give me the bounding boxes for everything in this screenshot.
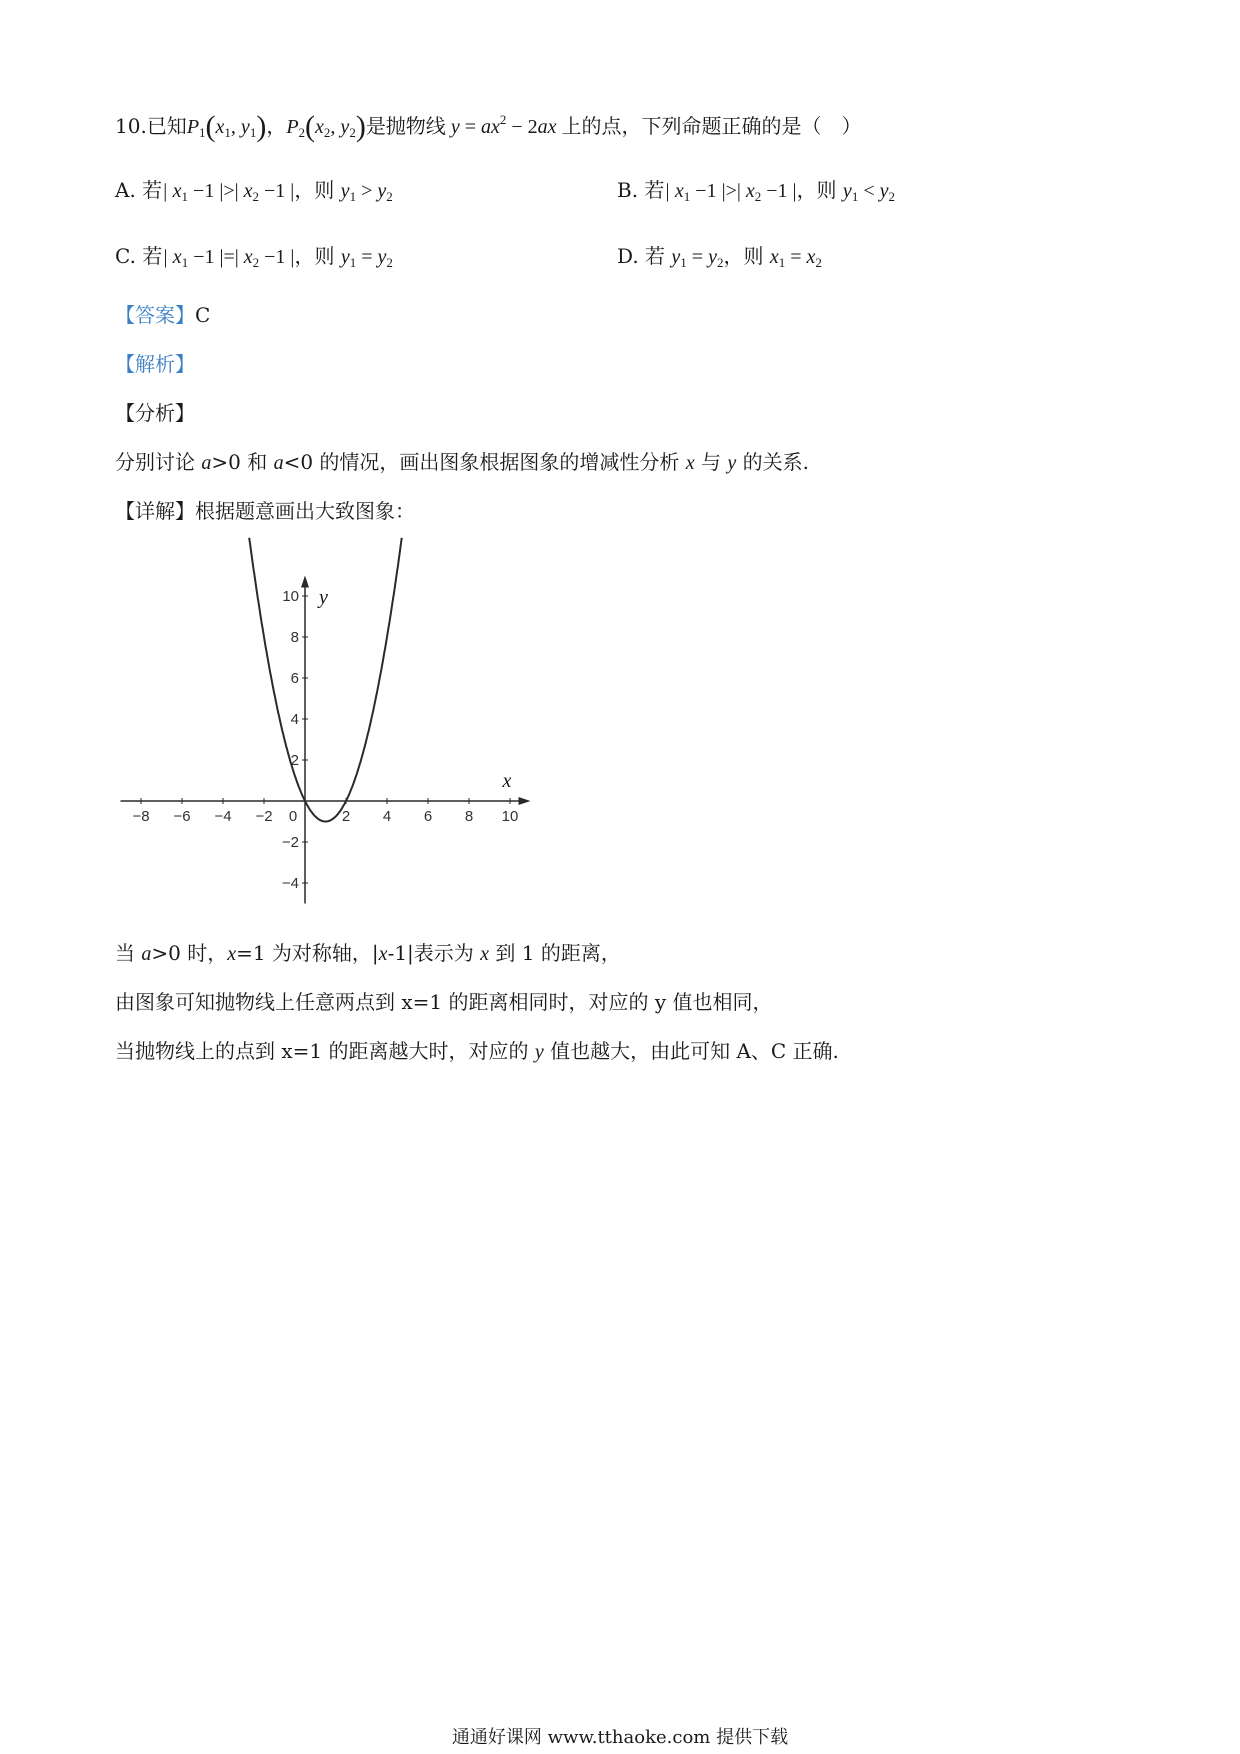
- question-number: 10.: [115, 114, 147, 138]
- answer-line: [115, 301, 210, 329]
- y-axis-arrow: [301, 576, 309, 588]
- explanation-line-3: 当抛物线上的点到 x=1 的距离越大时，对应的 y 值也越大，由此可知 A、C 正确.: [115, 1039, 839, 1063]
- y-tick-label: 2: [290, 752, 299, 769]
- x-tick-label: 8: [464, 808, 474, 825]
- analysis-heading: 【解析】: [115, 352, 195, 376]
- fenxi-heading: 【分析】: [115, 401, 195, 425]
- y-tick-label: −4: [281, 875, 299, 892]
- point-p1: $P_1(x_1$, $y_1$): [186, 110, 267, 143]
- y-axis-label: y: [319, 586, 328, 609]
- fenxi-text: 分别讨论 a>0 和 a<0 的情况，画出图象根据图象的增减性分析 x 与 y 的关系.: [115, 450, 809, 474]
- y-tick-label: 8: [290, 629, 299, 646]
- parabola-equation: $y = ax^2 - 2ax$: [445, 112, 562, 138]
- detail-tag: 【详解】: [115, 499, 195, 523]
- option-b: B. 若| $x_1 -1$ |>| $x_2 -1$ |，则 $y_1 < y_2$: [617, 178, 895, 204]
- axes: [121, 576, 531, 904]
- x-tick-label: 2: [341, 808, 351, 825]
- point-p2: $P_2(x_2$, $y_2$): [286, 110, 366, 143]
- x-tick-label: −8: [132, 808, 150, 825]
- x-tick-label: 0: [288, 808, 298, 825]
- x-tick-label: 6: [423, 808, 433, 825]
- x-tick-label: 10: [501, 808, 519, 825]
- y-tick-label: 10: [282, 588, 299, 605]
- y-tick-label: −2: [281, 834, 299, 851]
- option-d: D. 若 $y_1 = y_2$，则 $x_1 = x_2$: [617, 244, 822, 270]
- detail-line: 【详解】根据题意画出大致图象：: [115, 499, 415, 523]
- footer: 通通好课网 www.tthaoke.com 提供下载: [451, 1727, 789, 1748]
- y-tick-label: 6: [290, 670, 299, 687]
- x-axis-arrow: [519, 797, 531, 805]
- answer-value: C: [195, 303, 211, 327]
- option-c: C. 若| $x_1 -1$ |=| $x_2 -1$ |，则 $y_1 = y_2$: [115, 244, 393, 270]
- question-stem: 10.已知$P_1(x_1$, $y_1$)，$P_2(x_2$, $y_2$)是抛物线 $y = ax^2 - 2ax$ 上的点，下列命题正确的是（ ）: [115, 110, 862, 143]
- parabola-graph: [115, 535, 545, 910]
- x-tick-label: −4: [214, 808, 232, 825]
- tick-labels: [132, 588, 518, 892]
- x-tick-label: −2: [255, 808, 273, 825]
- answer-tag: 【答案】: [115, 303, 195, 327]
- x-tick-label: −6: [173, 808, 191, 825]
- option-a: A. 若| $x_1 -1$ |>| $x_2 -1$ |，则 $y_1 > y_2$: [115, 178, 393, 204]
- y-tick-label: 4: [290, 711, 299, 728]
- explanation-line-1: 当 a>0 时，x=1 为对称轴，|x-1|表示为 x 到 1 的距离，: [115, 941, 621, 965]
- x-tick-label: 4: [382, 808, 392, 825]
- x-axis-label: x: [502, 770, 512, 792]
- explanation-line-2: 由图象可知抛物线上任意两点到 x=1 的距离相同时，对应的 y 值也相同，: [115, 990, 773, 1014]
- parabola-curve: [249, 538, 402, 822]
